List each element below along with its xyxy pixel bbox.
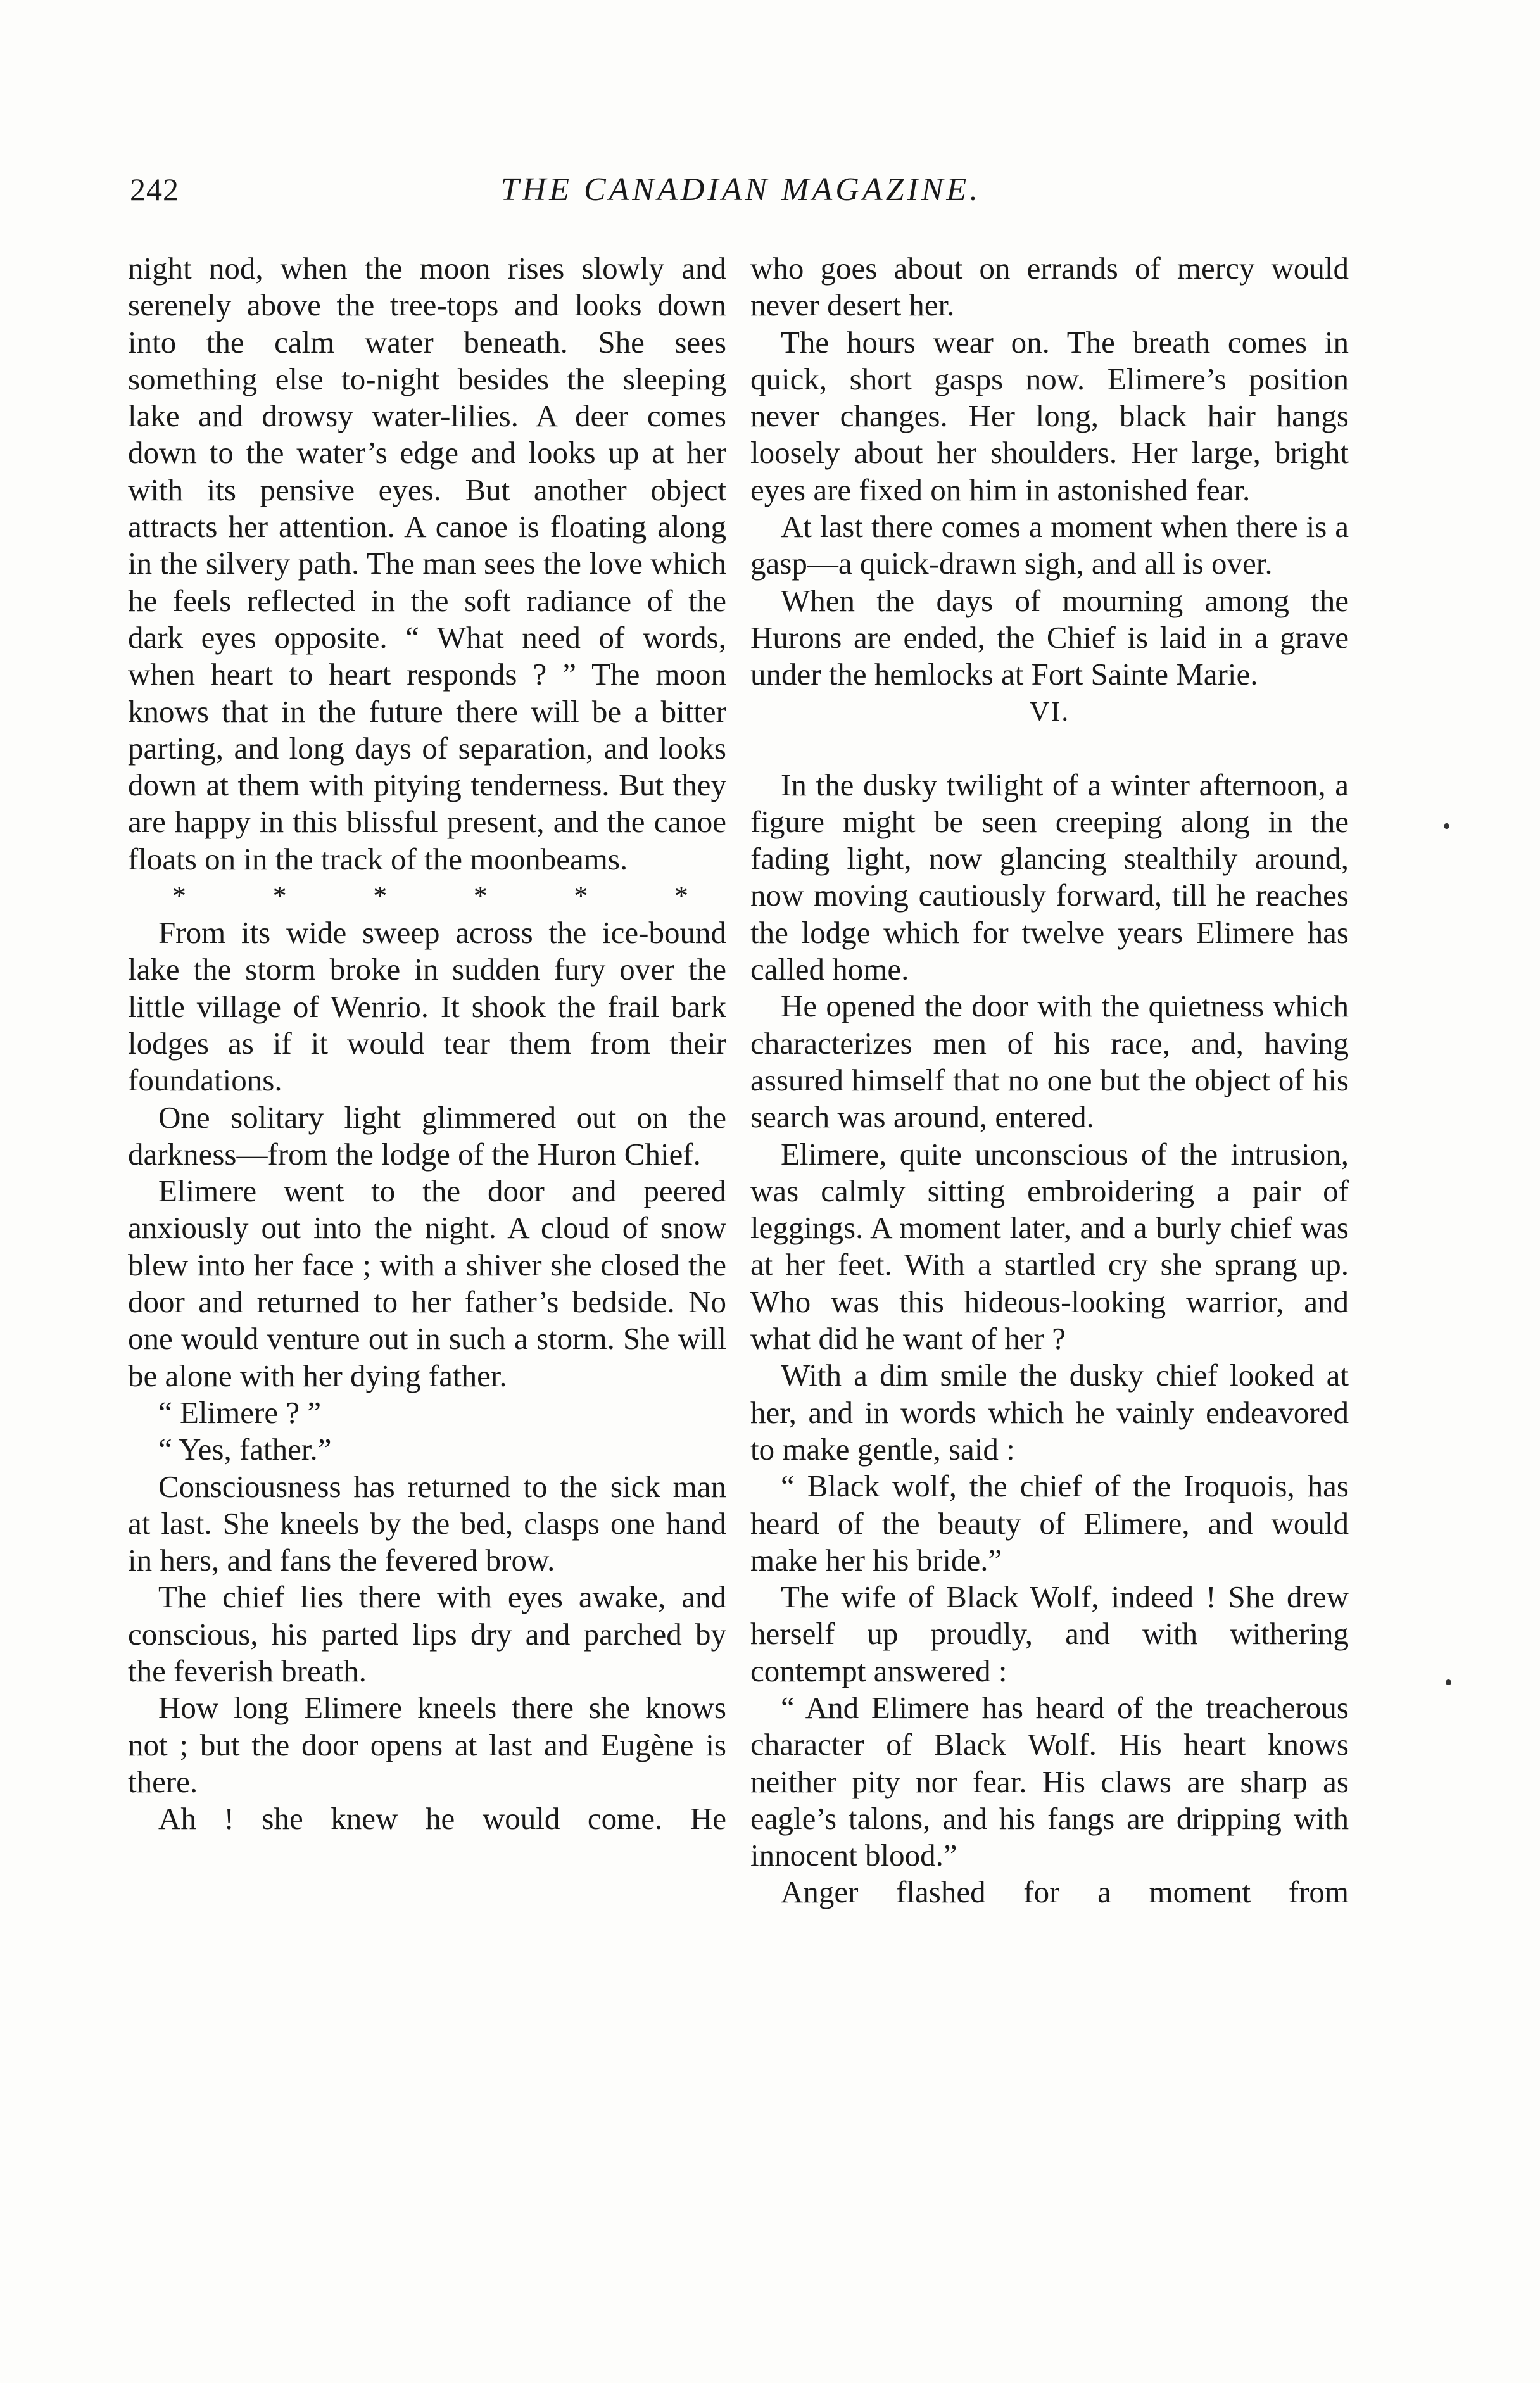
paragraph: “ And Elimere has heard of the treacherous character of Black Wolf. His heart knows neither pity nor fear. His claws are sharp as eagle’s talons, and his fangs are dripping with innocent blood.”: [750, 1690, 1349, 1873]
paragraph: who goes about on errands of mercy would never desert her.: [750, 251, 1349, 323]
paragraph: The chief lies there with eyes awake, and conscious, his parted lips dry and parched by the feverish breath.: [128, 1579, 726, 1688]
page-header: [130, 171, 1352, 222]
paragraph: At last there comes a moment when there is a gasp—a quick-drawn sigh, and all is over.: [750, 509, 1349, 581]
dialogue-line: “ Yes, father.”: [158, 1432, 332, 1467]
asterisk: *: [272, 880, 287, 912]
paragraph: How long Elimere kneels there she knows not ; but the door opens at last and Eugène is there.: [128, 1690, 726, 1799]
paragraph: Ah ! she knew he would come. He: [158, 1801, 726, 1836]
paragraph: From its wide sweep across the ice-bound lake the storm broke in sudden fury over the little village of Wenrio. It shook the frail bark lodges as if it would tear them from their foundations.: [128, 915, 726, 1098]
section-heading: VI.: [1029, 695, 1070, 727]
paragraph: Elimere, quite unconscious of the intrusion, was calmly sitting embroidering a pair of leggings. A moment later, and a burly chief was at her feet. With a startled cry she sprang up. Who was this hideous-looking warrior, and what did he want of her ?: [750, 1136, 1349, 1356]
paragraph: “ Black wolf, the chief of the Iroquois, has heard of the beauty of Elimere, and would make her his bride.”: [750, 1469, 1349, 1577]
asterisk: *: [473, 880, 488, 912]
asterisk: *: [574, 880, 588, 912]
paragraph: Elimere went to the door and peered anxiously out into the night. A cloud of snow blew into her face ; with a shiver she closed the door and returned to her father’s bedside. No one would venture out in such a storm. She will be alone with her dying father.: [128, 1173, 726, 1393]
running-title: THE CANADIAN MAGAZINE.: [500, 172, 981, 208]
paragraph: night nod, when the moon rises slowly and serenely above the tree-tops and looks down into the calm water beneath. She sees something else to-night besides the sleeping lake and drowsy water-lilies. A deer comes down to the water’s edge and looks up at her with its pensive eyes. But another object attracts her attention. A canoe is floating along in the silvery path. The man sees the love which he feels reflected in the soft radiance of the dark eyes opposite. “ What need of words, when heart to heart responds ? ” The moon knows that in the future there will be a bitter parting, and long days of separation, and looks down at them with pitying tenderness. But they are happy in this blissful present, and the canoe floats on in the track of the moonbeams.: [128, 251, 726, 876]
print-speck: [1446, 1679, 1451, 1685]
asterisk: *: [373, 880, 388, 912]
paragraph: The hours wear on. The breath comes in quick, short gasps now. Elimere’s position never changes. Her long, black hair hangs loosely about her shoulders. Her large, bright eyes are fixed on him in astonished fear.: [750, 324, 1349, 507]
paragraph: With a dim smile the dusky chief looked at her, and in words which he vainly endeavored to make gentle, said :: [750, 1358, 1349, 1467]
left-column: [128, 250, 726, 1837]
asterisk: *: [674, 880, 688, 912]
paragraph: When the days of mourning among the Hurons are ended, the Chief is laid in a grave under the hemlocks at Fort Sainte Marie.: [750, 583, 1349, 692]
asterisk: *: [172, 880, 186, 912]
paragraph: Consciousness has returned to the sick man at last. She kneels by the bed, clasps one hand in hers, and fans the fevered brow.: [128, 1469, 726, 1578]
paragraph: In the dusky twilight of a winter afternoon, a figure might be seen creeping along in the fading light, now glancing stealthily around, now moving cautiously forward, till he reaches the lodge which for twelve years Elimere has called home.: [750, 767, 1349, 987]
print-speck: [1444, 823, 1449, 829]
spacer: [750, 730, 1349, 767]
paragraph: One solitary light glimmered out on the darkness—from the lodge of the Huron Chief.: [128, 1099, 726, 1172]
paragraph: The wife of Black Wolf, indeed ! She drew herself up proudly, and with withering contempt answered :: [750, 1579, 1349, 1688]
page-number: 242: [130, 172, 179, 207]
dialogue-line: “ Elimere ? ”: [158, 1394, 322, 1430]
section-break-asterisks: [128, 878, 726, 914]
paragraph: Anger flashed for a moment from: [781, 1874, 1349, 1910]
right-column: [750, 250, 1349, 1911]
paragraph: He opened the door with the quietness which characterizes men of his race, and, having assured himself that no one but the object of his search was around, entered.: [750, 989, 1349, 1135]
